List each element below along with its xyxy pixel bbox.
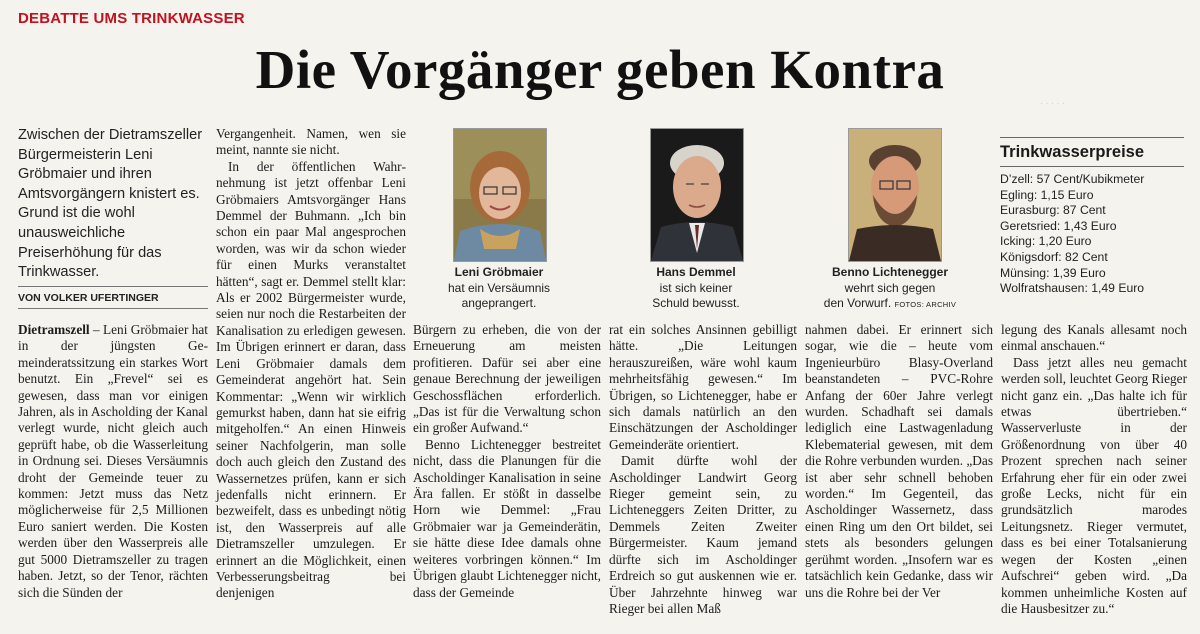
- caption-text: Schuld bewusst.: [652, 296, 740, 310]
- photo-older-man: [651, 129, 743, 261]
- paragraph: Vergangenheit. Namen, wen sie meint, nannte sie nicht.: [216, 126, 406, 158]
- caption-text: hat ein Versäumnis: [447, 280, 551, 295]
- paragraph: rat ein solches Ansinnen gebilligt hätte. „Die Leitungen herauszureißen, wäre wohl kaum mehrheitsfähig gewesen.“ Im Übrigen, so Lichtenegger, habe er sich damals natürlich an den Einschätzungen der Ascholdinger Gemeinderäte orientiert.: [609, 322, 797, 452]
- paragraph: nahmen dabei. Er erinnert sich sogar, wie die – heute vom Ingenieurbüro Blasy-Overland beanstandeten – PVC-Rohre Anfang der 60er Jahre verlegt wurden. Schadhaft sei damals lediglich eine Lastwagenladung Klebematerial gewesen, mit dem die Rohre verbunden wurden. „Das ist aber sehr schnell behoben worden.“ Im Gegenteil, das Ascholdinger Wassernetz, dass einen Ring um den Ort bildet, sei stets als besonders gelungen gerühmt worden. „Insofern war es tatsächlich kein Gedanke, dass wir uns die Rohre bei der Ver: [805, 322, 993, 600]
- article-column-5: [805, 322, 993, 601]
- price-item: Münsing: 1,39 Euro: [1000, 265, 1106, 280]
- caption-name: Leni Gröbmaier: [454, 265, 544, 279]
- price-item: Icking: 1,20 Euro: [1000, 234, 1092, 249]
- caption-name: Hans Demmel: [656, 265, 736, 279]
- price-box-rule: [1000, 137, 1184, 138]
- price-box-title-rule: [1000, 166, 1184, 167]
- caption-groebmaier: [409, 265, 589, 312]
- photo-bearded-man: [849, 129, 941, 261]
- portrait-leni-groebmaier: [453, 128, 547, 262]
- paragraph: Dass jetzt alles neu gemacht werden soll, leuchtet Georg Rieger nicht ganz ein. „Das halte ich für etwas übertrieben.“ Wasserverluste in der Größenordnung von über 40 Prozent sprechen nach seiner Erfahrung eher für ein oder zwei große Lecks, nicht für ein grundsätzlich marodes Leitungsnetz. Rieger vermutet, dass es bei einer Totalsanierung wegen der Kosten „einen Aufschrei“ geben wird. „Da kommen unheimliche Kosten auf die Hausbesitzer zu.“: [1001, 354, 1187, 616]
- price-box-title: Trinkwasserpreise: [1000, 143, 1145, 161]
- photo-credit: FOTOS: ARCHIV: [894, 300, 957, 309]
- caption-text: den Vorwurf.: [823, 296, 892, 310]
- paragraph: Bürgern zu erheben, die von der Erneuerung am meisten profitieren. Dafür sei aber eine genaue Berechnung der jeweiligen Geschossflächen erforderlich. „Das ist für die Verwaltung schon ein großer Aufwand.“: [413, 322, 601, 436]
- byline: VON VOLKER UFERTINGER: [18, 292, 159, 304]
- bleed-through-text: · · · · ·: [1040, 98, 1065, 108]
- price-item: Geretsried: 1,43 Euro: [1000, 218, 1117, 233]
- price-item: Eurasburg: 87 Cent: [1000, 203, 1106, 218]
- price-item: Wolfratshausen: 1,49 Euro: [1000, 281, 1145, 296]
- paragraph: Damit dürfte wohl der Ascholdinger Landwirt Georg Rieger gemeint sein, zu Lichteneggers Zeiten Dritter, zu Demmels Zeiten Zweiter Bürgermeister. Kaum jemand dürfte sich im Ascholdinger Erdreich so gut auskennen wie er. Über Jahrzehnte hinweg war Rieger bei allen Maß: [609, 453, 797, 616]
- teaser: Zwischen der Dietramszeller Bürgermeisterin Leni Gröbmaier und ihren Amtsvorgängern knistert es. Grund ist die wohl unausweichliche Preiserhöhung für das Trinkwasser.: [18, 127, 203, 281]
- caption-text: ist sich keiner: [659, 280, 733, 295]
- photo-woman: [454, 129, 546, 261]
- byline-rule-bottom: [18, 308, 208, 309]
- dateline: Dietramszell: [18, 322, 90, 337]
- price-item: Egling: 1,15 Euro: [1000, 187, 1094, 202]
- paragraph: In der öffentlichen Wahrnehmung ist jetzt offenbar Leni Gröbmaiers Amtsvorgänger Hans Demmel der Buhmann. „Ich bin schon ein paar Mal angesprochen worden, was wir da schon wieder für einen Murks veranstaltet hätten“, sagt er. Demmel stellt klar: Als er 2002 Bürgermeister wurde, seien nur noch die Restarbeiten der Kanalisation zu erledigen gewesen. Im Übrigen erinnert er daran, dass Leni Gröbmaier damals dem Gemeinderat angehört hat. Sein Kommentar: „Wenn wir wirklich gemurkst haben, dann hat sie eifrig mitgeholfen.“ An einen Hinweis seiner Nachfolgerin, man solle doch auch gleich den Zustand des Wassernetzes prüfen, kann er sich jedenfalls nicht erinnern. Er bezweifelt, dass es unbedingt nötig ist, den Wasserpreis auf alle Dietramszeller umzulegen. Er erinnert an die Möglichkeit, einen Verbesserungsbeitrag bei denjenigen: [216, 158, 406, 601]
- byline-rule: [18, 286, 208, 287]
- paragraph: Benno Lichtenegger bestreitet nicht, dass die Planungen für die Ascholdinger Kanalisation in seine Ära fallen. Er stößt in dasselbe Horn wie Demmel: „Frau Gröbmaier war ja Gemeinderätin, sie hätte diese Idee damals ohne weiteres vorbringen können.“ Im Übrigen glaubt Lichtenegger nicht, dass der Gemeinde: [413, 436, 601, 600]
- caption-name: Benno Lichtenegger: [831, 265, 948, 279]
- article-column-2: [216, 126, 406, 602]
- article-column-3: [413, 322, 601, 601]
- article-column-6: [1001, 322, 1187, 617]
- price-item: Königsdorf: 82 Cent: [1000, 249, 1108, 264]
- kicker: DEBATTE UMS TRINKWASSER: [18, 10, 245, 27]
- headline: Die Vorgänger geben Kontra: [255, 39, 945, 100]
- portrait-hans-demmel: [650, 128, 744, 262]
- caption-text: wehrt sich gegen: [844, 280, 936, 295]
- article-column-4: [609, 322, 797, 617]
- portrait-benno-lichtenegger: [848, 128, 942, 262]
- price-item: D’zell: 57 Cent/Kubikmeter: [1000, 172, 1145, 186]
- price-list: [1000, 172, 1190, 297]
- caption-text: angeprangert.: [461, 296, 537, 310]
- caption-demmel: [606, 265, 786, 312]
- paragraph: legung des Kanals allesamt noch einmal anschauen.“: [1001, 322, 1187, 354]
- caption-lichtenegger: [800, 265, 980, 313]
- paragraph: – Leni Gröbmaier hat in der jüngsten Gemeinderatssitzung ein starkes Wort benutzt. Ein „Frevel“ sei es gewesen, dass man vor einigen Jahren, als in Ascholding der Kanal verlegt wurde, nicht gleich auch geprüft habe, ob die Wasserleitung in Ordnung sei. Dieses Versäumnis droht der Gemeinde teuer zu kommen: Jetzt muss das Netz möglicherweise für 2,5 Millionen Euro saniert werden. Die Kosten werden über den Wasserpreis alle gut 5000 Dietramszeller zu tragen haben. Jetzt, so der Tenor, rächten sich die Sünden der: [18, 322, 208, 600]
- article-column-1: [18, 322, 208, 601]
